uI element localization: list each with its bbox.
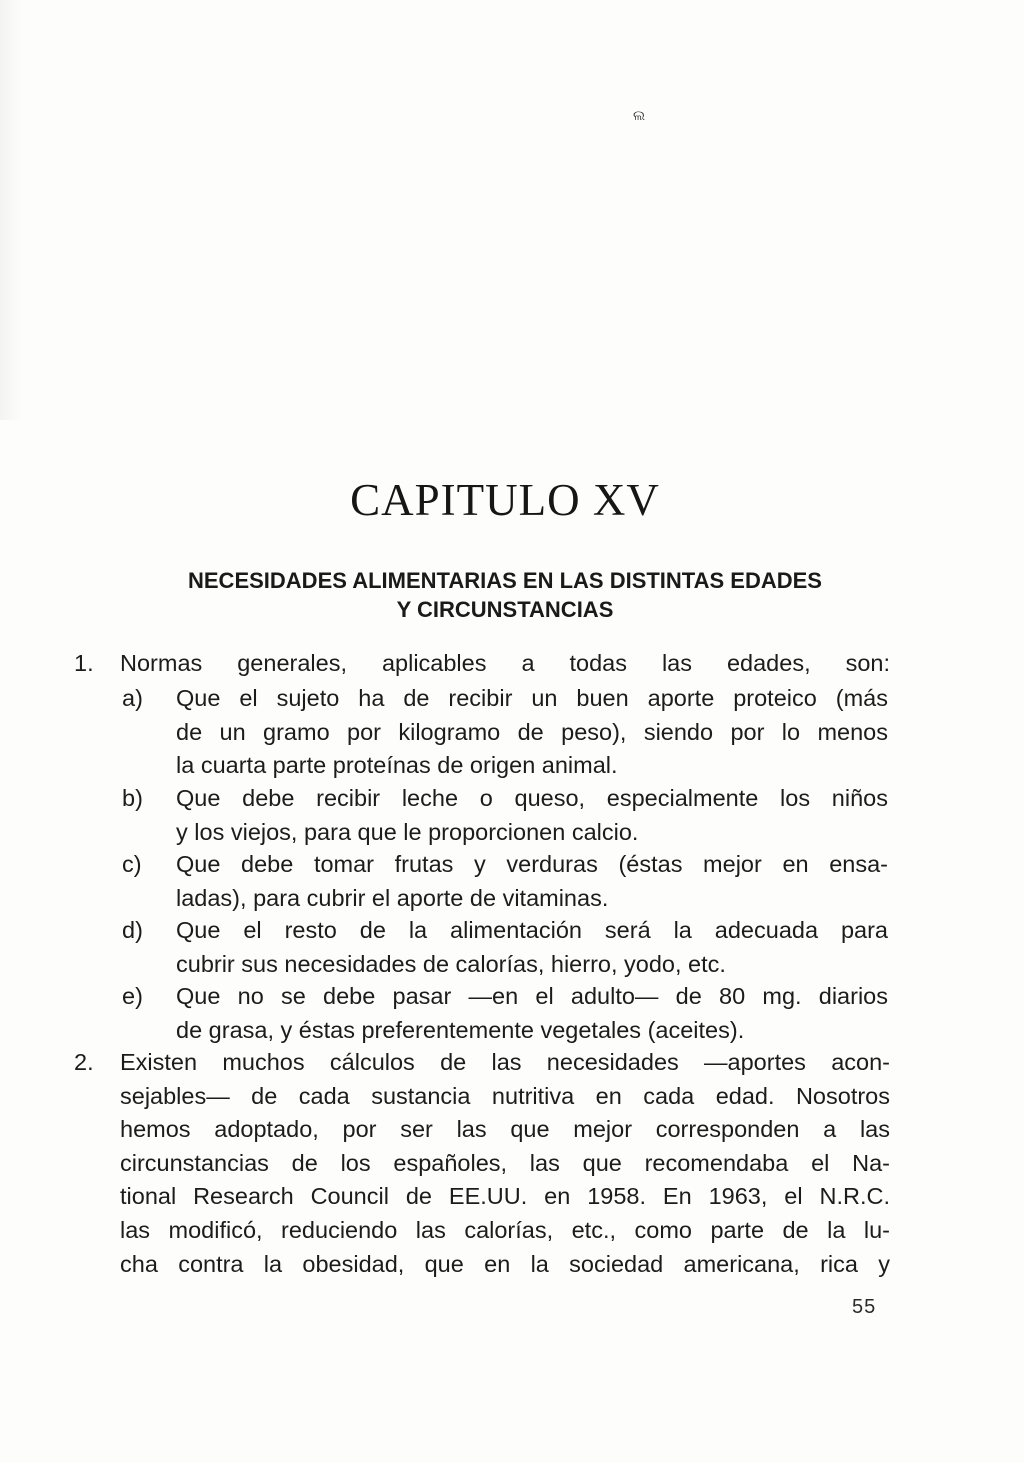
subitem-line: Que el sujeto ha de recibir un buen aporte proteico (más [176, 685, 888, 711]
chapter-subtitle-line-2: Y CIRCUNSTANCIAS [396, 597, 614, 622]
subitem-line: Que el resto de la alimentación será la adecuada para [176, 917, 888, 943]
scan-edge-shadow [0, 0, 22, 420]
page-number: 55 [852, 1296, 877, 1318]
subitem-line: la cuarta parte proteínas de origen animal. [176, 752, 618, 779]
item-2-line: sejables— de cada sustancia nutritiva en cada edad. Nosotros [120, 1082, 890, 1109]
chapter-title: CAPITULO XV [350, 475, 660, 525]
subitem-d [122, 914, 888, 981]
subitem-letter: b) [122, 785, 143, 811]
item-1 [74, 647, 890, 681]
subitem-letter: c) [122, 851, 142, 877]
item-2-line: hemos adoptado, por ser las que mejor corresponden a las [120, 1116, 890, 1143]
item-2-line: circunstancias de los españoles, las que recomendaba el Na- [120, 1149, 890, 1176]
printer-mark: ଲ [633, 108, 646, 124]
subitem-letter: e) [122, 983, 143, 1009]
subitem-line: de grasa, y éstas preferentemente vegetales (aceites). [176, 1016, 745, 1043]
subitem-c [122, 848, 888, 915]
item-1-lead: Normas generales, aplicables a todas las edades, son: [120, 650, 890, 676]
item-number: 2. [74, 1049, 94, 1075]
subitem-line: Que debe recibir leche o queso, especialmente los niños [176, 785, 888, 811]
item-2-line: Existen muchos cálculos de las necesidades —aportes acon- [120, 1049, 890, 1075]
subitem-line: Que no se debe pasar —en el adulto— de 80 mg. diarios [176, 983, 888, 1009]
subitem-line: ladas), para cubrir el aporte de vitaminas. [176, 884, 609, 911]
subitem-letter: d) [122, 917, 143, 943]
subitem-line: Que debe tomar frutas y verduras (éstas mejor en ensa- [176, 851, 888, 877]
item-number: 1. [74, 650, 94, 676]
subitem-a [122, 682, 888, 783]
item-2 [74, 1046, 890, 1281]
chapter-subtitle [110, 566, 900, 624]
subitem-line: y los viejos, para que le proporcionen calcio. [176, 818, 639, 845]
item-2-line: tional Research Council de EE.UU. en 1958. En 1963, el N.R.C. [120, 1183, 890, 1210]
chapter-subtitle-line-1: NECESIDADES ALIMENTARIAS EN LAS DISTINTAS EDADES [188, 568, 822, 593]
item-2-line: las modificó, reduciendo las calorías, etc., como parte de la lu- [120, 1216, 890, 1243]
subitem-line: de un gramo por kilogramo de peso), siendo por lo menos [176, 718, 888, 745]
subitem-line: cubrir sus necesidades de calorías, hierro, yodo, etc. [176, 950, 726, 977]
item-2-line: cha contra la obesidad, que en la sociedad americana, rica y [120, 1250, 890, 1277]
subitem-b [122, 782, 888, 849]
subitem-letter: a) [122, 685, 143, 711]
subitem-e [122, 980, 888, 1047]
